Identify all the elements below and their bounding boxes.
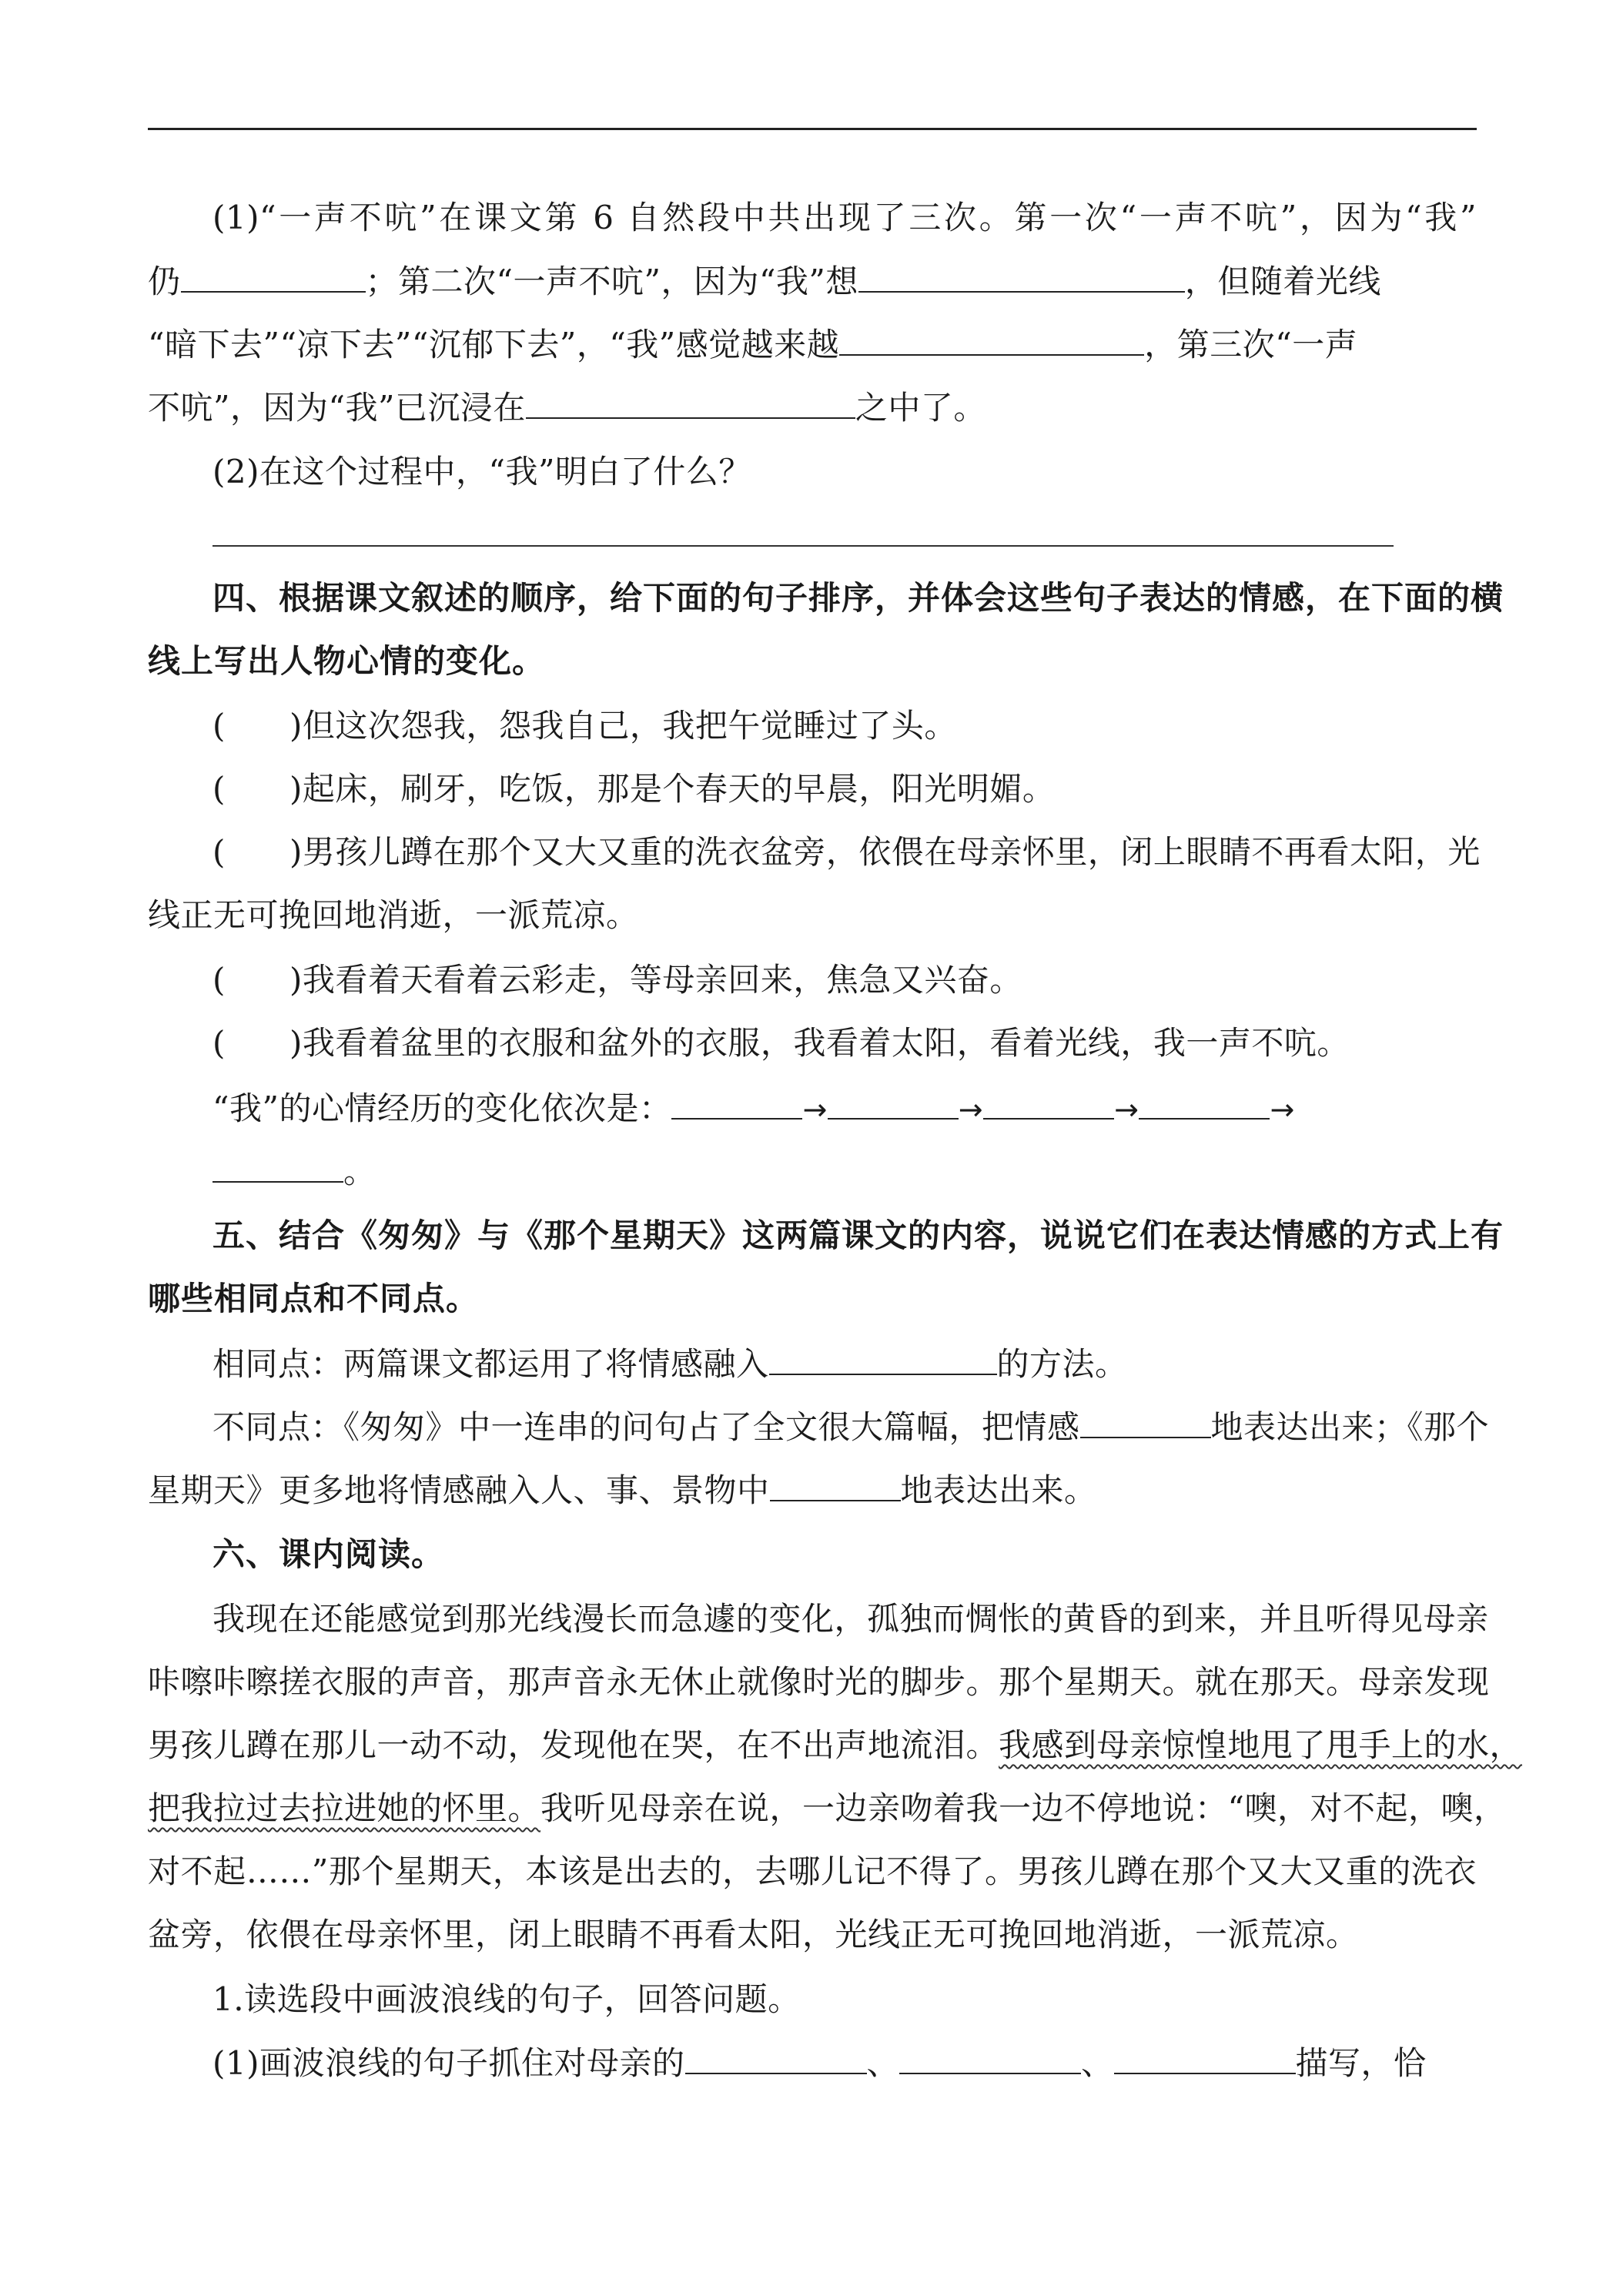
blank-field[interactable] [828, 1092, 959, 1120]
order-item-continued: 线正无可挽回地消逝，一派荒凉。 [148, 896, 639, 934]
passage-line: 把我拉过去拉进她的怀里。我听见母亲在说，一边亲吻着我一边不停地说：“噢，对不起，噢， [148, 1789, 1507, 1827]
order-item: ( )但这次怨我，怨我自己，我把午觉睡过了头。 [212, 707, 957, 745]
section6-title: 六、课内阅读。 [212, 1535, 445, 1573]
arrow-icon: → [1270, 1093, 1295, 1126]
passage-line: 咔嚓咔嚓搓衣服的声音，那声音永无休止就像时光的脚步。那个星期天。就在那天。母亲发现 [148, 1663, 1490, 1701]
blank-field[interactable] [839, 328, 1144, 356]
question-1: 1.读选段中画波浪线的句子，回答问题。 [212, 1980, 801, 2018]
arrow-icon: → [802, 1093, 828, 1126]
order-paren[interactable]: ( [212, 833, 226, 871]
passage-line: 我现在还能感觉到那光线漫长而急遽的变化，孤独而惆怅的黄昏的到来，并且听得见母亲 [212, 1600, 1489, 1638]
top-rule [148, 128, 1477, 130]
mood-change-line2: 。 [212, 1155, 1477, 1188]
passage-line: 盆旁，依偎在母亲怀里，闭上眼睛不再看太阳，光线正无可挽回地消逝，一派荒凉。 [148, 1916, 1359, 1953]
wavy-underline-text: 我感到母亲惊惶地甩了甩手上的水， [999, 1726, 1523, 1764]
blank-field[interactable] [671, 1092, 802, 1120]
blank-field[interactable] [770, 1474, 901, 1501]
question-1-1: (1)画波浪线的句子抓住对母亲的 、 、 描写，恰 [212, 2044, 1427, 2082]
section5-title-line1: 五、结合《匆匆》与《那个星期天》这两篇课文的内容，说说它们在表达情感的方式上有 [212, 1217, 1504, 1254]
order-paren[interactable]: ( [212, 1024, 226, 1062]
section4-title-line2: 线上写出人物心情的变化。 [148, 642, 546, 680]
blank-field[interactable] [212, 1155, 343, 1183]
order-item: ( )起床，刷牙，吃饭，那是个春天的早晨，阳光明媚。 [212, 770, 1056, 808]
order-paren[interactable]: ( [212, 961, 226, 999]
section4-title-line1: 四、根据课文叙述的顺序，给下面的句子排序，并体会这些句子表达的情感，在下面的横 [212, 579, 1504, 617]
blank-field[interactable] [769, 1347, 997, 1375]
blank-field[interactable] [858, 265, 1185, 293]
passage-line: 男孩儿蹲在那儿一动不动，发现他在哭，在不出声地流泪。我感到母亲惊惶地甩了甩手上的水， [148, 1726, 1523, 1764]
q3-sub1-line3: “暗下去”“凉下去”“沉郁下去”，“我”感觉越来越 ，第三次“一声 [148, 326, 1358, 363]
order-paren[interactable]: ( [212, 707, 226, 745]
q3-sub2-question: (2)在这个过程中，“我”明白了什么？ [212, 453, 751, 490]
blank-field[interactable] [685, 2047, 867, 2074]
order-item: ( )男孩儿蹲在那个又大又重的洗衣盆旁，依偎在母亲怀里，闭上眼睛不再看太阳，光 [212, 833, 1481, 871]
blank-field[interactable] [526, 391, 855, 419]
answer-line[interactable] [212, 545, 1394, 547]
same-point-line: 相同点：两篇课文都运用了将情感融入 的方法。 [212, 1345, 1128, 1383]
blank-field[interactable] [1114, 2047, 1296, 2074]
passage-line: 对不起……”那个星期天，本该是出去的，去哪儿记不得了。男孩儿蹲在那个又大又重的洗衣 [148, 1853, 1477, 1890]
mood-change-line: “我”的心情经历的变化依次是： → → → → [212, 1089, 1295, 1127]
arrow-icon: → [958, 1093, 984, 1126]
section5-title-line2: 哪些相同点和不同点。 [148, 1280, 480, 1317]
blank-field[interactable] [181, 265, 366, 293]
blank-field[interactable] [899, 2047, 1081, 2074]
blank-field[interactable] [1080, 1411, 1211, 1438]
wavy-underline-text: 把我拉过去拉进她的怀里。 [148, 1789, 541, 1827]
arrow-icon: → [1114, 1093, 1139, 1126]
q3-sub1-line2: 仍 ；第二次“一声不吭”，因为“我”想 ，但随着光线 [148, 263, 1381, 300]
order-paren[interactable]: ( [212, 770, 226, 808]
blank-field[interactable] [1139, 1092, 1270, 1120]
order-item: ( )我看着盆里的衣服和盆外的衣服，我看着太阳，看着光线，我一声不吭。 [212, 1024, 1350, 1062]
order-item: ( )我看着天看着云彩走，等母亲回来，焦急又兴奋。 [212, 961, 1022, 999]
diff-point-line: 不同点：《匆匆》中一连串的问句占了全文很大篇幅，把情感 地表达出来；《那个 [212, 1408, 1490, 1446]
blank-field[interactable] [983, 1092, 1114, 1120]
q3-sub1-line1: (1)“一声不吭”在课文第 6 自然段中共出现了三次。第一次“一声不吭”，因为“我” [212, 199, 1477, 236]
diff-point-line2: 星期天》更多地将情感融入人、事、景物中 地表达出来。 [148, 1471, 1097, 1509]
q3-sub1-line4: 不吭”，因为“我”已沉浸在 之中了。 [148, 389, 986, 427]
